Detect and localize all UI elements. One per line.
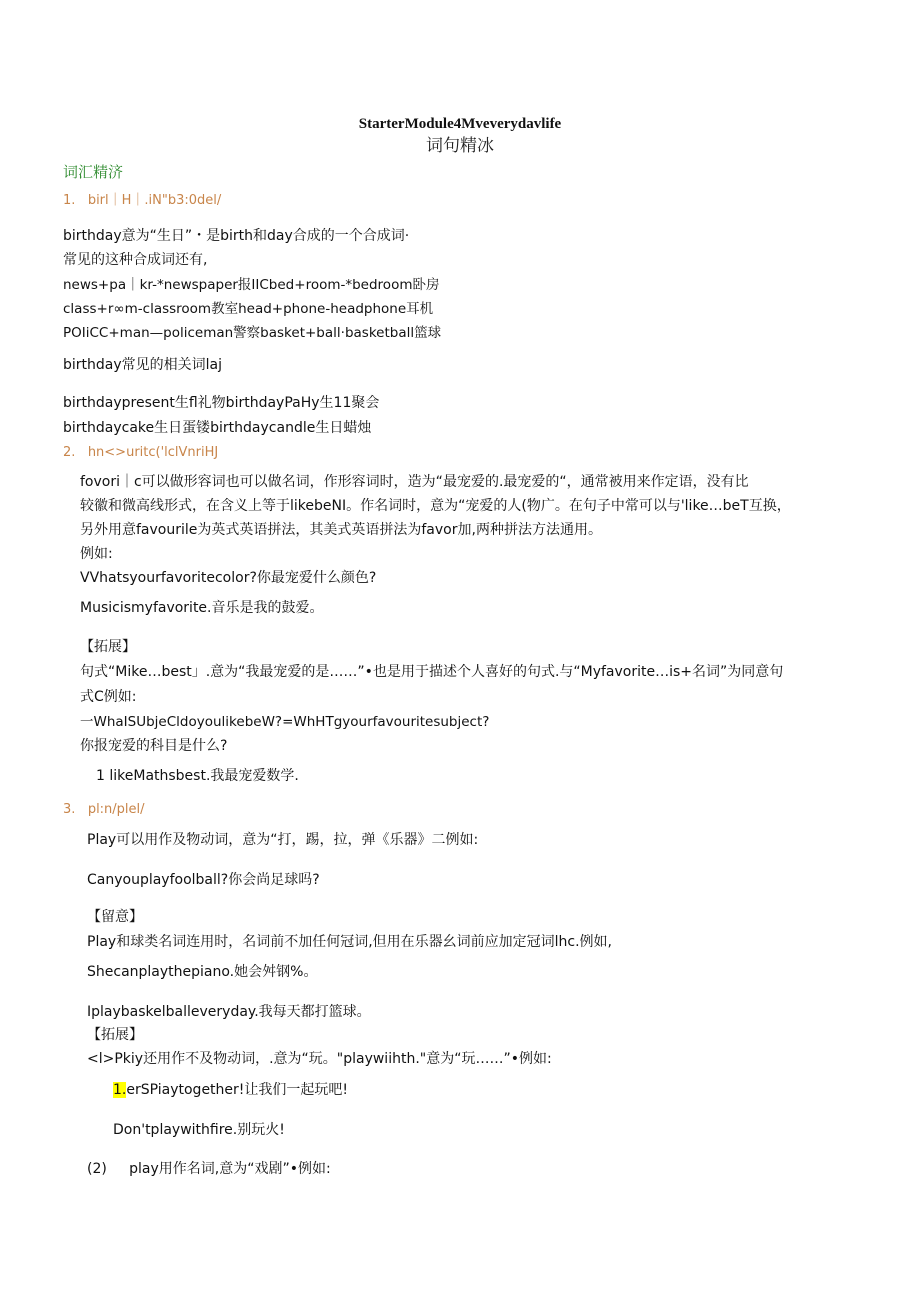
text-line: Play和球类名词连用时，名词前不加任何冠词,但用在乐器幺词前应加定冠词lhc.例如,: [87, 934, 613, 950]
text-line: 你报宠爱的科目是什么?: [80, 738, 228, 754]
text-line: fovori｜c可以做形容词也可以做名词，作形容词时，造为“最宠爱的.最宠爱的“，通常被用来作定语，没有比: [80, 474, 749, 490]
page-subtitle: 词句精冰: [426, 136, 494, 156]
text-line: birthdaycake生日蛋镂birthdaycandle生日蜡烛: [63, 420, 372, 436]
highlighted-mark: 1.: [113, 1082, 127, 1098]
text-line: 式C例如:: [80, 689, 137, 705]
text-line: class+r∞m-classroom教室head+phone-headphone耳机: [63, 301, 434, 317]
text-line: 较徽和微高线形式，在含义上等于likebeNI。作名词时，意为“宠爱的人(物广。在句子中常可以与'like…beT互换，: [80, 498, 791, 514]
text-line: <l>Pkiy还用作不及物动词，.意为“玩。"playwiihth."意为“玩……”•例如:: [87, 1051, 552, 1067]
item-1-heading: [63, 192, 221, 210]
bracket-heading: 【拓展】: [87, 1027, 143, 1043]
text-line: VVhatsyourfavoritecolor?你最宠爱什么颜色?: [80, 570, 377, 586]
text-line: POIiCC+man—policeman警察basket+ball·basketball篮球: [63, 325, 442, 341]
bracket-heading: 【留意】: [87, 909, 143, 925]
text-line: birthdaypresent生fl礼物birthdayPaHy生11聚会: [63, 395, 380, 411]
text-line: Play可以用作及物动词，意为“打，踢，拉，弹《乐器》二例如:: [87, 832, 479, 848]
text-line: birthday意为“生日”・是birth和day合成的一个合成词·: [63, 228, 410, 244]
page-title: StarterModule4Mveverydavlife: [358, 116, 562, 132]
item-number: 1.: [63, 193, 76, 208]
text-line: news+pa｜kr-*newspaper报IICbed+room-*bedroom卧房: [63, 277, 440, 293]
list-number: (2): [87, 1161, 107, 1177]
text-line: 另外用意favourile为英式英语拼法，其美式英语拼法为favor加,两种拼法方法通用。: [80, 522, 602, 538]
text-line: 一WhaISUbjeCldoyoulikebeW?=WhHTgyourfavouritesubject?: [80, 714, 490, 730]
bracket-heading: 【拓展】: [80, 639, 136, 655]
text-line: Shecanplaythepiano.她会舛钢%。: [87, 964, 318, 980]
item-phonetic: pl:n/plel/: [87, 802, 145, 817]
text-line: [113, 1081, 348, 1099]
text-line: birthday常见的相关词laj: [63, 357, 223, 373]
text-line: Canyouplayfoolball?你会尚足球吗?: [87, 872, 320, 888]
text-line: 常见的这种合成词还有,: [63, 252, 208, 268]
text-line: 例如:: [80, 546, 113, 562]
item-2-heading: [63, 444, 218, 462]
section-heading: 词汇精济: [63, 163, 124, 181]
item-3-heading: [63, 801, 145, 819]
item-phonetic: birl｜H｜.iN"b3:0del/: [87, 193, 222, 208]
text-line: Don'tplaywithfire.别玩火!: [113, 1122, 285, 1138]
text-fragment: play用作名词,意为“戏剧”•例如:: [129, 1161, 331, 1177]
item-phonetic: hn<>uritc('lclVnriHJ: [87, 445, 219, 460]
text-line: 句式“Mike…best」.意为“我最宠爱的是……”•也是用于描述个人喜好的句式.与“Myfavorite…is+名词”为同意句: [80, 664, 784, 680]
text-line: Musicismyfavorite.音乐是我的鼓爱。: [80, 600, 324, 616]
text-fragment: erSPiaytogether!让我们一起玩吧!: [126, 1082, 349, 1098]
text-line: [87, 1160, 331, 1178]
item-number: 3.: [63, 802, 76, 817]
text-line: 1 likeMathsbest.我最宠爱数学.: [96, 768, 299, 784]
item-number: 2.: [63, 445, 76, 460]
text-line: Iplaybaskelballeveryday.我每天都打篮球。: [87, 1004, 371, 1020]
